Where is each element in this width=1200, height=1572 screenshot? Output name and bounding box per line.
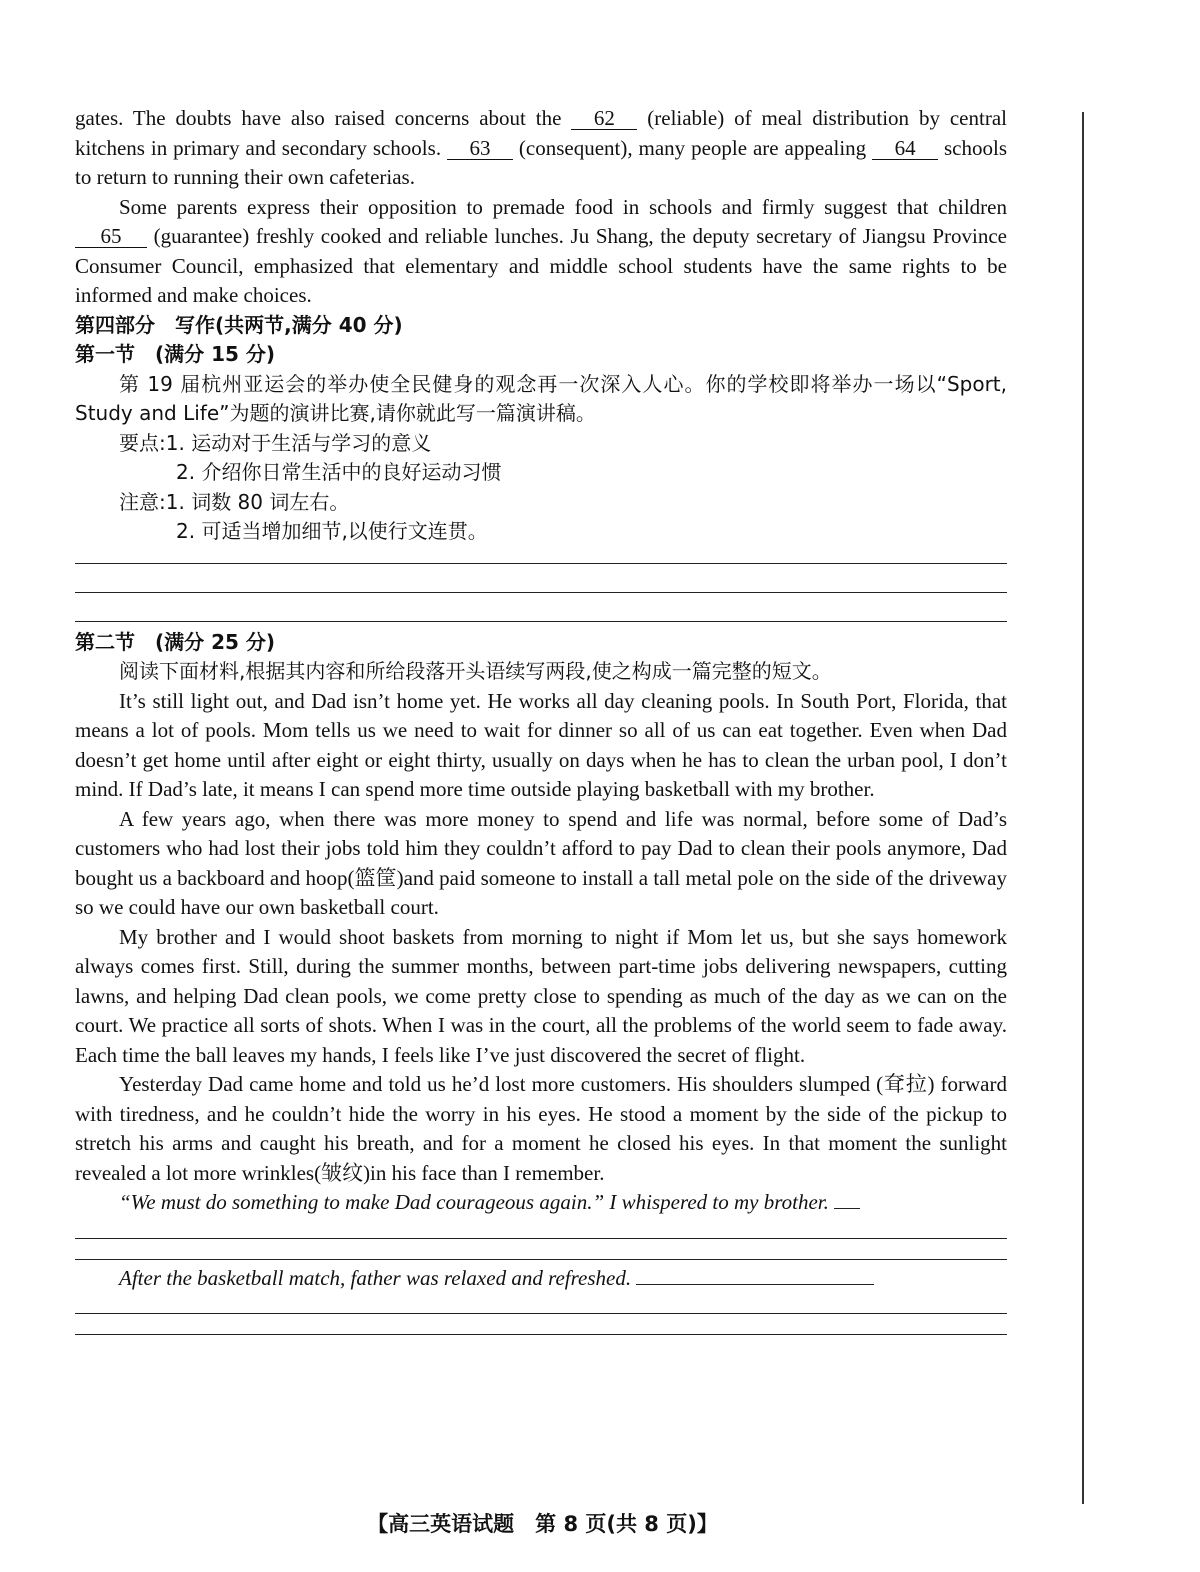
- key-points-1: [75, 429, 1007, 459]
- passage-text: (guarantee) freshly cooked and reliable lunches. Ju Shang, the deputy secretary of Jiangsu Province Consumer Council, emphasized that elementary and middle school students have the same rights to be informed and make choices.: [75, 224, 1007, 307]
- answer-line[interactable]: [75, 1334, 1007, 1335]
- passage-text: Some parents express their opposition to premade food in schools and firmly suggest that children: [119, 194, 1007, 219]
- answer-line[interactable]: [75, 621, 1007, 622]
- section1-prompt: 第 19 届杭州亚运会的举办使全民健身的观念再一次深入人心。你的学校即将举办一场以“Sport, Study and Life”为题的演讲比赛,请你就此写一篇演讲稿。: [75, 371, 1007, 425]
- answer-line[interactable]: [75, 563, 1007, 564]
- passage-text: schools to return to running their own cafeterias.: [75, 135, 1007, 189]
- continuation-starter-2: [75, 1264, 1007, 1294]
- story-paragraph-3: My brother and I would shoot baskets from morning to night if Mom let us, but she says homework always comes first. Still, during the summer months, between part-time jobs delivering newspapers, cutting lawns, and helping Dad clean pools, we come pretty close to spending as much of the day as we can on the court. We practice all sorts of shots. When I was in the court, all the problems of the world seem to fade away. Each time the ball leaves my hands, I feels like I’ve just discovered the secret of flight.: [75, 924, 1007, 1067]
- answer-line[interactable]: [75, 1259, 1007, 1260]
- passage-text: (consequent), many people are appealing: [512, 135, 873, 160]
- passage-paragraph-1: [75, 104, 1007, 193]
- key-point-2: 2. 介绍你日常生活中的良好运动习惯: [176, 460, 502, 484]
- passage-paragraph-2: [75, 193, 1007, 311]
- blank-65[interactable]: 65: [75, 225, 147, 248]
- passage-text: gates. The doubts have also raised concerns about the: [75, 106, 572, 130]
- part4-title: 第四部分 写作(共两节,满分 40 分): [75, 312, 403, 337]
- section2-prompt: 阅读下面材料,根据其内容和所给段落开头语续写两段,使之构成一篇完整的短文。: [119, 659, 832, 683]
- key-points-label: 要点:: [119, 430, 166, 455]
- notes-label: 注意:: [119, 489, 166, 514]
- passage-text: (reliable) of meal distribution by central kitchens in primary and secondary schools.: [75, 106, 1007, 160]
- starter-text: After the basketball match, father was relaxed and refreshed.: [119, 1265, 632, 1290]
- continuation-starter-1: [75, 1188, 1007, 1218]
- blank-62[interactable]: 62: [571, 107, 637, 130]
- notes-1: [75, 488, 1007, 518]
- note-2: 2. 可适当增加细节,以使行文连贯。: [176, 519, 488, 543]
- note: 1. 词数 80 词左右。: [165, 489, 350, 514]
- answer-line[interactable]: [75, 592, 1007, 593]
- story-paragraph-1: It’s still light out, and Dad isn’t home yet. He works all day cleaning pools. In South Port, Florida, that means a lot of pools. Mom tells us we need to wait for dinner so all of us can eat together. Even when Dad doesn’t get home until after eight or eight thirty, usually on days when he has to clean the urban pool, I don’t mind. If Dad’s late, it means I can spend more time outside playing basketball with my brother.: [75, 688, 1007, 801]
- starter-text: “We must do something to make Dad courageous again.” I whispered to my brother.: [119, 1190, 829, 1214]
- binding-margin-line: [1082, 112, 1084, 1504]
- section1-title: 第一节 (满分 15 分): [75, 342, 276, 366]
- blank-64[interactable]: 64: [872, 137, 938, 160]
- answer-line[interactable]: [75, 1313, 1007, 1314]
- answer-line[interactable]: [75, 1238, 1007, 1239]
- section2-title: 第二节 (满分 25 分): [75, 629, 276, 654]
- story-paragraph-4: Yesterday Dad came home and told us he’d lost more customers. His shoulders slumped (耷拉) forward with tiredness, and he couldn’t hide the worry in his eyes. He stood a moment by the side of the pickup to stretch his arms and caught his breath, and for a moment he closed his eyes. In that moment the sunlight revealed a lot more wrinkles(皱纹)in his face than I remember.: [75, 1072, 1007, 1185]
- page-content: [75, 104, 1007, 1335]
- answer-line[interactable]: [636, 1284, 874, 1285]
- answer-line[interactable]: [834, 1208, 860, 1209]
- page-footer: 【高三英语试题 第 8 页(共 8 页)】: [367, 1512, 718, 1536]
- blank-63[interactable]: 63: [447, 137, 513, 160]
- story-paragraph-2: A few years ago, when there was more money to spend and life was normal, before some of Dad’s customers who had lost their jobs told him they couldn’t afford to pay Dad to clean their pools anymore, Dad bought us a backboard and hoop(篮筐)and paid someone to install a tall metal pole on the side of the driveway so we could have our own basketball court.: [75, 806, 1007, 919]
- key-point: 1. 运动对于生活与学习的意义: [165, 430, 432, 455]
